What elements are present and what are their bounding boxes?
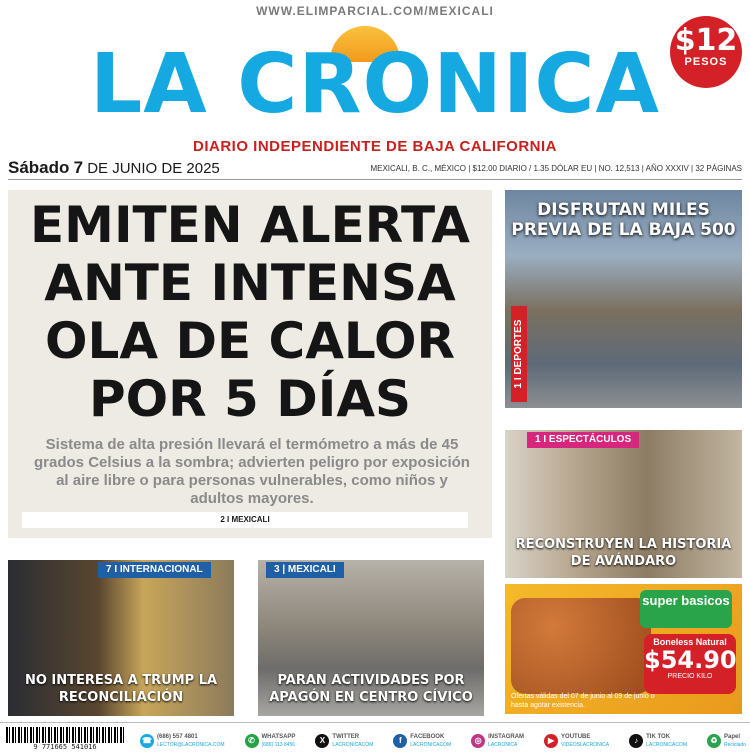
social-handle: VIDEOSLACRONICA [561,742,610,748]
footer [0,722,750,756]
social-label: TIK TOK [646,734,671,740]
instagram-icon: ◎ [471,734,485,748]
super-basicos-ad[interactable] [505,584,742,714]
social-handle: LACRONICACOM [332,742,374,748]
social-label: INSTAGRAM [488,734,525,740]
social-links [140,729,746,753]
ad-fine-print: Ofertas válidas del 07 de junio al 09 de junio o hasta agotar existencia. [511,693,655,709]
ad-brand-logo: super basicos [640,590,732,628]
social-label: Papel [724,734,741,740]
avandaro-story[interactable] [505,430,742,578]
issue-date [8,158,220,178]
ad-price: $54.90 [644,646,737,674]
ad-price-tag [644,634,736,694]
social-label: TWITTER [332,734,360,740]
social-text [332,733,373,749]
facebook-icon: f [393,734,407,748]
social-handle: LECTOR@LACRONICA.COM [157,742,225,748]
barcode-number: 9 771665 541016 [6,743,124,751]
main-story[interactable] [8,190,492,538]
mexicali-section-tag: 3 | MEXICALI [266,562,344,578]
social-link-whatsapp[interactable] [245,729,296,753]
deportes-section-label: 1 I DEPORTES [513,319,524,389]
social-handle: Reciclado [724,742,746,748]
social-link-twitter[interactable] [315,729,373,753]
social-link-facebook[interactable] [393,729,451,753]
tiktok-icon: ♪ [629,734,643,748]
social-handle: LACRONICA [488,742,518,748]
main-page-ref: 2 I MEXICALI [22,512,468,528]
social-text [488,733,524,749]
social-label: WHATSAPP [261,734,296,740]
social-link-youtube[interactable] [544,729,609,753]
civic-center-story[interactable] [258,560,484,716]
internacional-section-tag: 7 I INTERNACIONAL [98,562,211,578]
baja-500-story[interactable] [505,190,742,408]
trump-title[interactable]: NO INTERESA A TRUMP LA RECONCILIACIÓN [24,673,218,705]
social-link-instagram[interactable] [471,729,524,753]
social-text [262,733,296,749]
main-deck: Sistema de alta presión llevará el termómetro a más de 45 grados Celsius a la sombra; advierten peligro por exposición al aire libre o para personas vulnerables, como niños y adultos mayores. [34,436,470,507]
newspaper-logo: LA CRONICA [89,37,661,132]
trump-story[interactable] [8,560,234,716]
social-link-tiktok[interactable] [629,729,687,753]
phone-icon: ☎ [140,734,154,748]
social-text [561,733,609,749]
price-amount: $12 [674,23,738,58]
espectaculos-section-tag: 1 I ESPECTÁCULOS [527,432,639,448]
date-day: 7 [73,158,84,177]
social-handle: (686) 113 8456 [261,742,296,748]
masthead [0,22,750,160]
civic-center-title[interactable]: PARAN ACTIVIDADES POR APAGÓN EN CENTRO CÍVICO [269,673,473,705]
boneless-photo [511,598,651,694]
dateline [8,158,742,180]
twitter-icon: X [315,734,329,748]
social-link-phone[interactable] [140,729,225,753]
issue-info: MEXICALI, B. C., MÉXICO | $12.00 DIARIO / 1.35 DÓLAR EU | NO. 12,513 | AÑO XXXIV | 32 PÁGINAS [370,164,742,173]
social-label: YOUTUBE [561,734,591,740]
date-weekday: Sábado [8,158,70,177]
social-label: (686) 557 4801 [157,734,198,740]
whatsapp-icon: ✆ [245,734,259,748]
social-label: FACEBOOK [410,734,445,740]
price-badge [670,16,742,88]
date-rest: DE JUNIO DE 2025 [87,160,220,177]
baja-500-title[interactable]: DISFRUTAN MILES PREVIA DE LA BAJA 500 [511,200,736,240]
youtube-icon: ▶ [544,734,558,748]
social-text [724,733,746,749]
ad-unit: PRECIO KILO [667,673,713,680]
social-handle: LACRONICACOM [410,742,452,748]
main-headline[interactable]: EMITEN ALERTA ANTE INTENSA OLA DE CALOR POR 5 DÍAS [30,196,470,428]
social-handle: LACRONICACOM [646,742,687,748]
social-text [410,733,451,749]
ad-product: Boneless Natural [653,637,727,647]
recycle-icon: ♻ [707,734,721,748]
deportes-section-tag [511,306,527,402]
social-link-recycle[interactable] [707,729,746,753]
social-text [646,733,687,749]
avandaro-title[interactable]: RECONSTRUYEN LA HISTORIA DE AVÁNDARO [515,537,732,569]
site-url[interactable]: WWW.ELIMPARCIAL.COM/MEXICALI [256,4,494,18]
tagline: DIARIO INDEPENDIENTE DE BAJA CALIFORNIA [193,138,557,155]
social-text [157,733,225,749]
price-currency: PESOS [684,56,728,68]
